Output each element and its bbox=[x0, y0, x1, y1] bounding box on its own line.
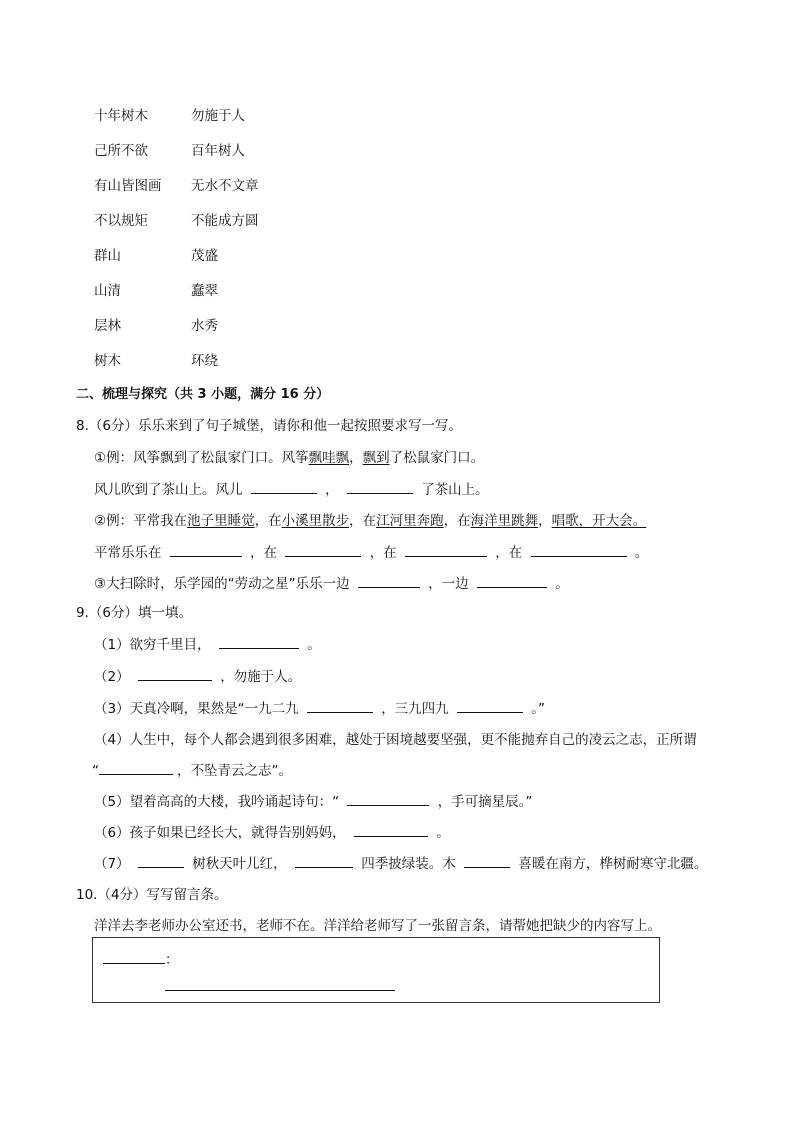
q8-ex2-sep-3: ，在 bbox=[443, 513, 471, 529]
q9-line-6 bbox=[94, 821, 450, 841]
q8-example-2 bbox=[94, 509, 646, 529]
pair-left-8: 树木 bbox=[94, 353, 121, 369]
q8-fill1-blank-2[interactable] bbox=[347, 479, 413, 494]
q9-l5-text-a: （5）望着高高的大楼，我吟诵起诗句：“ bbox=[94, 794, 340, 810]
q9-line-1 bbox=[94, 633, 321, 653]
q8-fill2-blank-3[interactable] bbox=[405, 542, 487, 557]
q9-l1-blank[interactable] bbox=[219, 634, 299, 649]
pair-right-1: 勿施于人 bbox=[191, 108, 245, 124]
note-body-blank[interactable] bbox=[165, 976, 395, 991]
q9-l4-blank[interactable] bbox=[99, 760, 173, 775]
q9-l4-text: ，不坠青云之志”。 bbox=[177, 763, 292, 779]
q8-stem: 8.（6分）乐乐来到了句子城堡，请你和他一起按照要求写一写。 bbox=[76, 418, 462, 434]
pair-left-4: 不以规矩 bbox=[94, 213, 148, 229]
q8-fill2-blank-4[interactable] bbox=[531, 542, 627, 557]
q8-ex1-underline-1: 飘哇飘 bbox=[308, 450, 350, 466]
q9-l2-blank[interactable] bbox=[138, 666, 212, 681]
q8-fill1-blank-1[interactable] bbox=[251, 479, 317, 494]
q9-l7-text-b: 树秋天叶儿红， bbox=[192, 856, 287, 872]
pair-left-7: 层林 bbox=[94, 318, 121, 334]
q9-l7-blank-2[interactable] bbox=[295, 853, 353, 868]
q8-ex1-suffix: 了松鼠家门口。 bbox=[389, 450, 485, 466]
q9-l3-text-a: （3）天真冷啊，果然是“一九二九 bbox=[94, 701, 299, 717]
q8-fill2-zai-2: ，在 bbox=[369, 545, 397, 561]
pair-left-1: 十年树木 bbox=[94, 108, 148, 124]
q9-l3-blank-2[interactable] bbox=[457, 698, 523, 713]
q9-l6-blank[interactable] bbox=[354, 822, 428, 837]
q10-stem: 10.（4分）写写留言条。 bbox=[76, 887, 228, 903]
pair-right-7: 水秀 bbox=[191, 318, 218, 334]
q9-line-2 bbox=[94, 665, 301, 685]
q9-l7-prefix: （7） bbox=[94, 856, 130, 872]
q8-ex2-underline-1: 池子里睡觉 bbox=[187, 513, 255, 529]
q8-fill2-blank-1[interactable] bbox=[170, 542, 242, 557]
pair-right-2: 百年树人 bbox=[191, 143, 245, 159]
q9-line-5 bbox=[94, 790, 532, 810]
q9-l3-text-c: 。” bbox=[531, 701, 546, 717]
q8-fill2-zai-3: ，在 bbox=[495, 545, 523, 561]
q8-ex1-mid: ， bbox=[349, 450, 363, 466]
pair-right-8: 环绕 bbox=[191, 353, 218, 369]
q9-l5-blank[interactable] bbox=[347, 791, 429, 806]
pair-right-3: 无水不文章 bbox=[191, 178, 259, 194]
q8-ex2-underline-2: 小溪里散步 bbox=[281, 513, 350, 529]
q8-ex2-underline-3: 江河里奔跑 bbox=[376, 513, 444, 529]
q9-l6-text: （6）孩子如果已经长大，就得告别妈妈， bbox=[94, 825, 346, 841]
q8-ex3-text-a: ③大扫除时，乐学园的“劳动之星”乐乐一边 bbox=[94, 576, 350, 592]
q9-line-7 bbox=[94, 852, 707, 872]
q9-l3-blank-1[interactable] bbox=[307, 698, 373, 713]
q8-ex1-underline-2: 飘到 bbox=[362, 450, 390, 466]
q8-ex1-prefix: ①例：风筝飘到了松鼠家门口。风筝 bbox=[94, 450, 309, 466]
q9-line-3 bbox=[94, 697, 545, 717]
pair-left-3: 有山皆图画 bbox=[94, 178, 162, 194]
pair-left-5: 群山 bbox=[94, 248, 121, 264]
q8-ex2-underline-4: 海洋里跳舞 bbox=[470, 513, 539, 529]
q8-ex2-sep-4: ， bbox=[538, 513, 552, 529]
q8-ex3-blank-1[interactable] bbox=[358, 573, 420, 588]
pair-left-6: 山清 bbox=[94, 283, 121, 299]
q10-description: 洋洋去李老师办公室还书，老师不在。洋洋给老师写了一张留言条，请帮她把缺少的内容写上。 bbox=[94, 918, 661, 934]
q9-l7-text-c: 四季披绿装。木 bbox=[361, 856, 456, 872]
q8-example-3 bbox=[94, 572, 569, 592]
message-note-box bbox=[92, 937, 660, 1003]
note-salutation-line bbox=[103, 948, 179, 968]
q9-l7-text-d: 喜暖在南方，桦树耐寒守北疆。 bbox=[518, 856, 708, 872]
q9-l6-end: 。 bbox=[436, 825, 450, 841]
q9-l4-open-quote: “ bbox=[92, 763, 99, 779]
q8-ex2-sep-1: ，在 bbox=[254, 513, 282, 529]
pair-right-4: 不能成方圆 bbox=[191, 213, 259, 229]
q8-fill2-text-a: 平常乐乐在 bbox=[94, 545, 162, 561]
q9-l1-end: 。 bbox=[307, 637, 321, 653]
q9-l2-text: ，勿施于人。 bbox=[220, 669, 302, 685]
q8-fill-2 bbox=[94, 541, 648, 561]
pair-left-2: 己所不欲 bbox=[94, 143, 148, 159]
q9-l1-text: （1）欲穷千里目， bbox=[94, 637, 211, 653]
q8-fill2-end: 。 bbox=[634, 545, 649, 561]
q9-l7-blank-3[interactable] bbox=[464, 853, 510, 868]
q8-ex3-blank-2[interactable] bbox=[477, 573, 547, 588]
q8-example-1 bbox=[94, 446, 484, 466]
q8-fill-1 bbox=[94, 478, 489, 498]
q8-fill1-text-a: 风儿吹到了茶山上。风儿 bbox=[94, 482, 243, 498]
q8-fill2-blank-2[interactable] bbox=[285, 542, 361, 557]
q9-l3-text-b: ，三九四九 bbox=[381, 701, 449, 717]
q9-line-4: （4）人生中，每个人都会遇到很多困难，越处于困境越要坚强，更不能抛弃自己的凌云之志，正所谓 bbox=[94, 732, 697, 748]
q8-fill2-zai-1: ，在 bbox=[250, 545, 278, 561]
note-recipient-blank[interactable] bbox=[103, 949, 165, 964]
q9-l7-blank-1[interactable] bbox=[138, 853, 184, 868]
pair-right-6: 蠢翠 bbox=[191, 283, 218, 299]
q8-ex2-underline-5: 唱歌，开大会。 bbox=[551, 513, 647, 529]
note-body-line bbox=[165, 976, 395, 995]
q8-fill1-text-b: ， bbox=[325, 482, 339, 498]
q8-ex2-sep-2: ，在 bbox=[349, 513, 377, 529]
note-colon: ： bbox=[165, 952, 179, 968]
q8-ex3-text-b: ，一边 bbox=[428, 576, 469, 592]
q9-l5-text-b: ，手可摘星辰。” bbox=[437, 794, 533, 810]
q9-line-4-cont bbox=[92, 759, 292, 779]
q9-stem: 9.（6分）填一填。 bbox=[76, 605, 192, 621]
q8-ex2-prefix: ②例：平常我在 bbox=[94, 513, 188, 529]
q8-ex3-text-c: 。 bbox=[555, 576, 569, 592]
q9-l2-prefix: （2） bbox=[94, 669, 130, 685]
section-heading: 二、梳理与探究（共 3 小题，满分 16 分） bbox=[76, 387, 330, 402]
pair-right-5: 茂盛 bbox=[191, 248, 218, 264]
q8-fill1-text-c: 了茶山上。 bbox=[421, 482, 489, 498]
